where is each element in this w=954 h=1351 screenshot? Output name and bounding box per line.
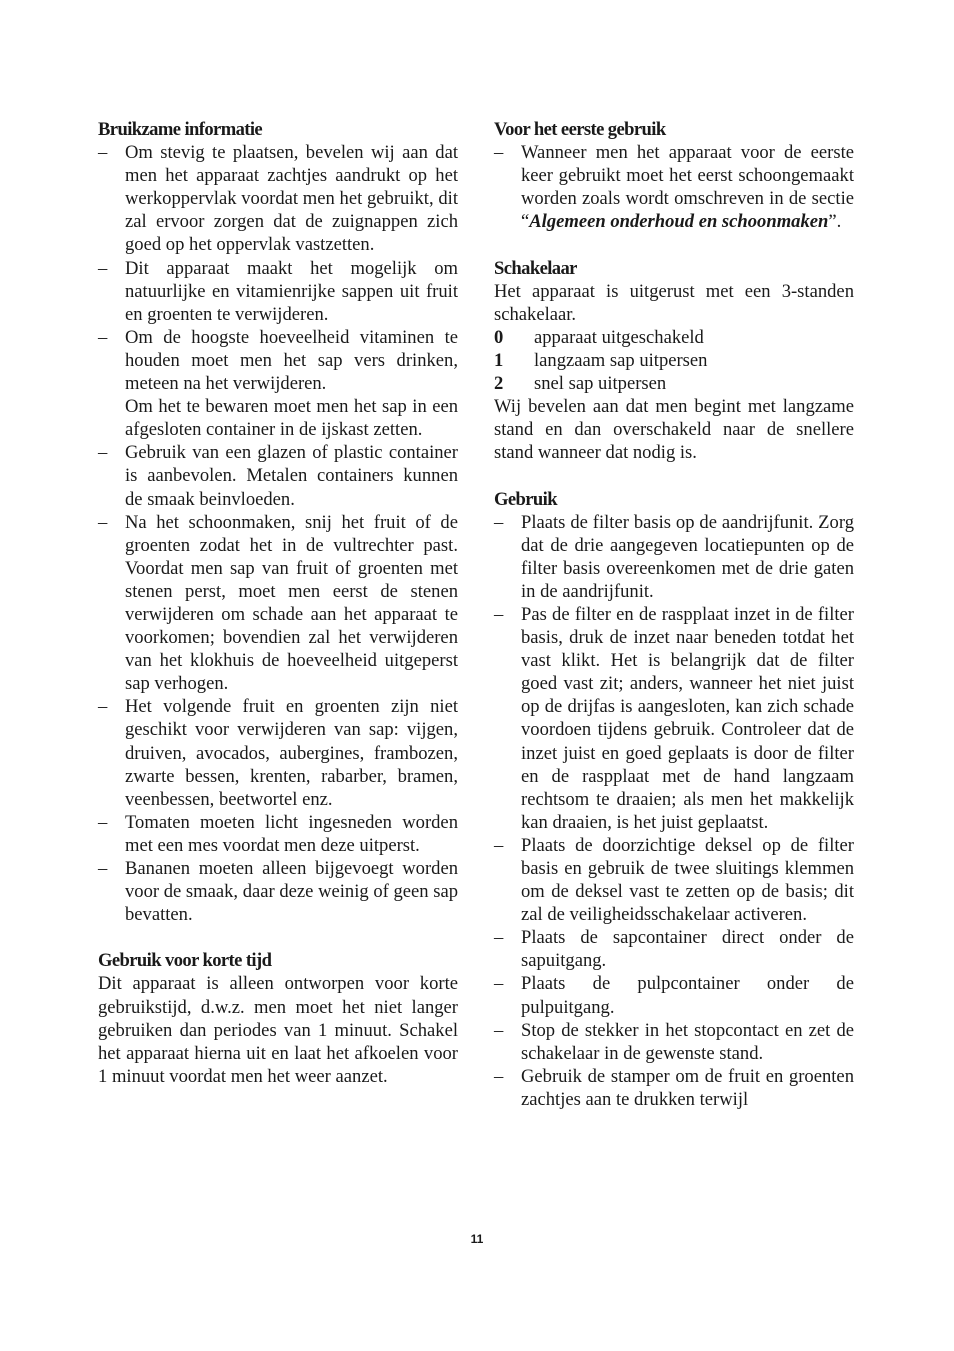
switch-advice: Wij bevelen aan dat men begint met langzame stand en dan overschakeld naar de snellere stand wanneer dat nodig is. <box>494 396 854 464</box>
switch-position-label: apparaat uitgeschakeld <box>534 326 704 348</box>
switch-position-number: 2 <box>494 373 504 395</box>
list-item <box>494 141 854 233</box>
short-use-paragraph: Dit apparaat is alleen ontworpen voor korte gebruikstijd, d.w.z. men moet het niet langer gebruiken dan periodes van 1 minuut. Schakel het apparaat hierna uit en laat het afkoelen voor 1 minuut voordat men het weer aanzet. <box>98 973 458 1087</box>
spacer <box>494 464 854 487</box>
list-item <box>98 695 458 810</box>
list-item-text: Plaats de sapcontainer direct onder de sapuitgang. <box>521 927 854 972</box>
dash-bullet: – <box>494 1065 504 1087</box>
spacer <box>98 926 458 949</box>
dash-bullet: – <box>494 1019 504 1041</box>
list-item <box>98 857 458 926</box>
list-item <box>494 603 854 834</box>
section-reference: Algemeen onderhoud en schoonmaken <box>529 211 829 233</box>
dash-bullet: – <box>98 511 108 533</box>
list-item <box>98 141 458 256</box>
dash-bullet: – <box>98 696 108 718</box>
useful-info-list <box>98 141 458 926</box>
list-item-text: Om de hoogste hoeveelheid vitaminen te houden moet men het sap vers drinken, meteen na het verwijderen. <box>125 326 458 395</box>
list-item-text: Plaats de pulpcontainer onder de pulpuitgang. <box>521 973 854 1018</box>
switch-position-label: langzaam sap uitpersen <box>534 349 708 371</box>
dash-bullet: – <box>98 257 108 279</box>
section-heading-useful-info: Bruikzame informatie <box>98 119 263 140</box>
list-item <box>494 926 854 972</box>
dash-bullet: – <box>494 511 504 533</box>
list-item-text: Wanneer men het apparaat voor de eerste keer gebruikt moet het eerst schoongemaakt worden zoals wordt omschreven in de sectie “ <box>521 142 854 233</box>
list-item-text: Om stevig te plaatsen, bevelen wij aan dat men het apparaat zachtjes aandrukt op het werkoppervlak voordat men het gebruikt, dit zal ervoor zorgen dat de zuignappen zich goed op het oppervlak vastzetten. <box>125 142 458 256</box>
list-item <box>494 1065 854 1111</box>
page-number: 11 <box>470 1232 484 1246</box>
dash-bullet: – <box>98 858 108 879</box>
left-column <box>98 118 458 1088</box>
list-item <box>98 441 458 510</box>
dash-bullet: – <box>494 973 504 995</box>
right-column <box>494 118 854 1111</box>
list-item-text: Tomaten moeten licht ingesneden worden met een mes voordat men deze uitperst. <box>125 811 458 856</box>
dash-bullet: – <box>494 142 504 164</box>
list-item <box>494 511 854 603</box>
section-heading-first-use: Voor het eerste gebruik <box>494 119 666 140</box>
list-item-text: Het volgende fruit en groenten zijn niet geschikt voor verwijderen van sap: vijgen, druiven, avocados, aubergines, frambozen, zwarte bessen, krenten, rabarber, bramen, veenbessen, beetwortel enz. <box>125 696 458 810</box>
first-use-list <box>494 141 854 233</box>
list-item-text: Stop de stekker in het stopcontact en zet de schakelaar in de gewenste stand. <box>521 1019 854 1064</box>
switch-position-number: 1 <box>494 349 504 371</box>
list-item-extra-text: Om het te bewaren moet men het sap in een afgesloten container in de ijskast zetten. <box>125 396 458 441</box>
dash-bullet: – <box>98 442 108 464</box>
list-item-text: Plaats de filter basis op de aandrijfunit. Zorg dat de drie aangegeven locatiepunten op de filter basis overeenkomen met de drie gaten in de aandrijfunit. <box>521 511 854 602</box>
dash-bullet: – <box>494 603 504 625</box>
switch-position-label: snel sap uitpersen <box>534 373 667 395</box>
list-item <box>98 811 458 857</box>
usage-list <box>494 511 854 1111</box>
list-item-text: Dit apparaat maakt het mogelijk om natuurlijke en vitamienrijke sappen uit fruit en groenten te verwijderen. <box>125 257 458 325</box>
list-item-text: Gebruik van een glazen of plastic container is aanbevolen. Metalen containers kunnen de smaak beinvloeden. <box>125 442 458 510</box>
list-item-text: Gebruik de stamper om de fruit en groenten zachtjes aan te drukken terwijl <box>521 1065 854 1110</box>
list-item <box>494 834 854 926</box>
dash-bullet: – <box>98 326 108 348</box>
switch-position-row <box>494 349 854 372</box>
list-item <box>98 257 458 326</box>
list-item-text-end: ”. <box>828 211 842 233</box>
switch-position-number: 0 <box>494 326 504 348</box>
list-item <box>494 1019 854 1065</box>
dash-bullet: – <box>494 927 504 949</box>
section-heading-usage: Gebruik <box>494 488 557 510</box>
list-item-text: Na het schoonmaken, snij het fruit of de groenten zodat het in de vultrechter past. Voordat men sap van fruit of groenten met stenen perst, moet men eerst de stenen verwijderen om schade aan het apparaat te voorkomen; bovendien zal het verwijderen van het klokhuis de hoeveelheid uitgeperst sap verhogen. <box>125 511 458 695</box>
spacer <box>494 233 854 256</box>
list-item <box>98 326 458 441</box>
list-item <box>98 511 458 696</box>
dash-bullet: – <box>98 811 108 833</box>
list-item-text: Pas de filter en de raspplaat inzet in de filter basis, druk de inzet naar beneden totdat het vast klikt. Het is belangrijk dat de filter goed vast zit; anders, wanneer het niet juist op de drijfas is aangesloten, kan zich schade voordoen tijdens gebruik. Controleer dat de inzet juist en goed geplaats is door de filter en de raspplaat met de hand langzaam rechtsom te draaien; als men het makkelijk kan draaien, is het juist geplaatst. <box>521 603 854 833</box>
switch-position-row <box>494 326 854 349</box>
dash-bullet: – <box>494 834 504 856</box>
switch-position-row <box>494 372 854 395</box>
section-heading-switch: Schakelaar <box>494 257 577 279</box>
list-item-text: Bananen moeten alleen bijgevoegt worden voor de smaak, daar deze weinig of geen sap bevatten. <box>125 858 458 926</box>
section-heading-short-use: Gebruik voor korte tijd <box>98 950 272 972</box>
list-item-text: Plaats de doorzichtige deksel op de filter basis en gebruik de twee sluitings klemmen om de deksel vast te zetten op de basis; dit zal de veiligheidsschakelaar activeren. <box>521 834 854 926</box>
switch-intro: Het apparaat is uitgerust met een 3-standen schakelaar. <box>494 280 854 325</box>
dash-bullet: – <box>98 142 108 164</box>
list-item <box>494 972 854 1018</box>
